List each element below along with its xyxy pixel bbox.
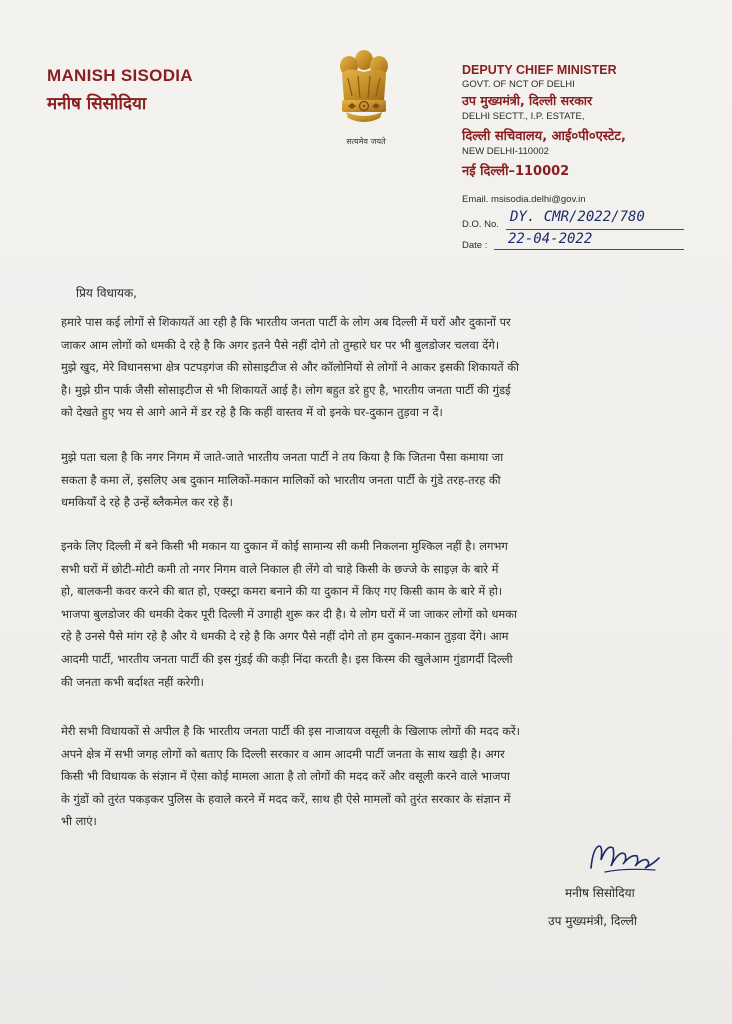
paragraph-line: है। मुझे ग्रीन पार्क जैसी सोसाइटीज से भी शिकायतें आई है। लोग बहुत डरे हुए है, भारतीय जनता पार्टी की गुंडई (61, 382, 511, 397)
paragraph-2 (61, 446, 667, 514)
sender-name-english: MANISH SISODIA (47, 66, 193, 85)
salutation: प्रिय विधायक, (76, 286, 137, 300)
paragraph-line: धमकियाँ दे रहे है उन्हें ब्लैकमेल कर रहे हैं। (61, 495, 233, 510)
paragraph-line: हमारे पास कई लोगों से शिकायतें आ रही है कि भारतीय जनता पार्टी के लोग अब दिल्ली में घरों और दुकानों पर (61, 315, 511, 329)
paragraph-line: के गुंडों को तुरंत पकड़कर पुलिस के हवाले करने में मदद करें, साथ ही ऐसे मामलों को तुरंत सरकार के संज्ञान में (61, 791, 511, 806)
paragraph-line: हो, बालकनी कवर करने की बात हो, एक्स्ट्रा कमरा बनाने की या दुकान में किए गए किसी काम के बारे में हो। (61, 584, 503, 599)
handwritten-signature (585, 838, 665, 880)
paragraph-line: मुझे पता चला है कि नगर निगम में जाते-जाते भारतीय जनता पार्टी ने तय किया है कि जितना पैसा कमाया जा (61, 450, 504, 464)
paragraph-4 (61, 720, 667, 833)
signatory-title: उप मुख्यमंत्री, दिल्ली (548, 914, 638, 928)
paragraph-line: सकता है कमा लें, इसलिए अब दुकान मालिकों-मकान मालिकों को भारतीय जनता पार्टी के गुंडे तरह-तरह की (61, 472, 501, 487)
paragraph-line: अपने क्षेत्र में सभी जगह लोगों को बताए कि दिल्ली सरकार व आम आदमी पार्टी जनता के साथ खड़ी है। अगर (61, 746, 505, 761)
national-emblem-icon (332, 48, 396, 134)
government-name: GOVT. OF NCT OF DELHI (462, 79, 575, 90)
paragraph-line: भी लाएं। (61, 814, 97, 829)
paragraph-3 (61, 535, 667, 693)
date-label: Date : (462, 240, 488, 251)
office-block (462, 63, 722, 179)
paragraph-line: मुझे खुद, मेरे विधानसभा क्षेत्र पटपड़गंज की सोसाइटीज से और कॉलोनियों से लोगों ने आकर इसकी शिकायतें की (61, 360, 519, 375)
signatory-name: मनीष सिसोदिया (565, 886, 635, 900)
email-address: Email. msisodia.delhi@gov.in (462, 194, 586, 205)
paragraph-line: की जनता कभी बर्दाश्त नहीं करेगी। (61, 674, 204, 689)
office-title-hindi: उप मुख्यमंत्री, दिल्ली सरकार (462, 93, 593, 108)
emblem-motto: सत्यमेव जयते (346, 137, 386, 146)
paragraph-line: भाजपा बुलडोजर की धमकी देकर पूरी दिल्ली में उगाही शुरू कर दी है। ये लोग घरों में जा जाकर लोगों को धमका (61, 606, 517, 621)
do-number-label: D.O. No. (462, 219, 499, 230)
office-title: DEPUTY CHIEF MINISTER (462, 63, 617, 77)
paragraph-line: आदमी पार्टी, भारतीय जनता पार्टी की इस गुंडई की कड़ी निंदा करती है। इस किस्म की खुलेआम गुंडागर्दी दिल्ली (61, 651, 513, 666)
date-underline (494, 249, 684, 250)
address-english: DELHI SECTT., I.P. ESTATE, (462, 111, 585, 122)
paragraph-line: इनके लिए दिल्ली में बने किसी भी मकान या दुकान में कोई सामान्य सी कमी निकलना मुश्किल नहीं है। लगभग (61, 539, 508, 553)
paragraph-line: किसी भी विधायक के संज्ञान में ऐसा कोई मामला आता है तो लोगों की मदद करें और वसूली करने वाले भाजपा (61, 769, 510, 784)
do-number-underline (506, 229, 684, 230)
city-hindi: नई दिल्ली–110002 (462, 164, 570, 179)
city-english: NEW DELHI-110002 (462, 146, 549, 157)
sender-name-hindi: मनीष सिसोदिया (47, 94, 147, 114)
paragraph-line: मेरी सभी विधायकों से अपील है कि भारतीय जनता पार्टी की इस नाजायज वसूली के खिलाफ लोगों की मदद करें। (61, 724, 520, 738)
address-hindi: दिल्ली सचिवालय, आई०पी०एस्टेट, (462, 129, 626, 144)
paragraph-line: जाकर आम लोगों को धमकी दे रहे है कि अगर इतने पैसे नहीं दोगे तो तुम्हारे घर पर भी बुलडोजर चलवा देंगे। (61, 337, 500, 352)
do-number-value: DY. CMR/2022/780 (510, 209, 645, 225)
paragraph-1 (61, 311, 667, 424)
paragraph-line: सभी घरों में छोटी-मोटी कमी तो नगर निगम वाले निकाल ही लेंगे वो चाहे किसी के छज्जे के साइज़ के बारे में (61, 561, 499, 576)
date-value: 22-04-2022 (508, 231, 593, 247)
paragraph-line: रहे है उनसे पैसे मांग रहे है और ये धमकी दे रहे है कि अगर पैसे नहीं दोगे तो हम दुकान-मकान तुड़वा देंगे। आम (61, 629, 509, 644)
paragraph-line: को देखते हुए भय से आगे आने में डर रहे है कि कहीं वास्तव में वो इनके घर-दुकान तुड़वा न दें। (61, 405, 443, 420)
